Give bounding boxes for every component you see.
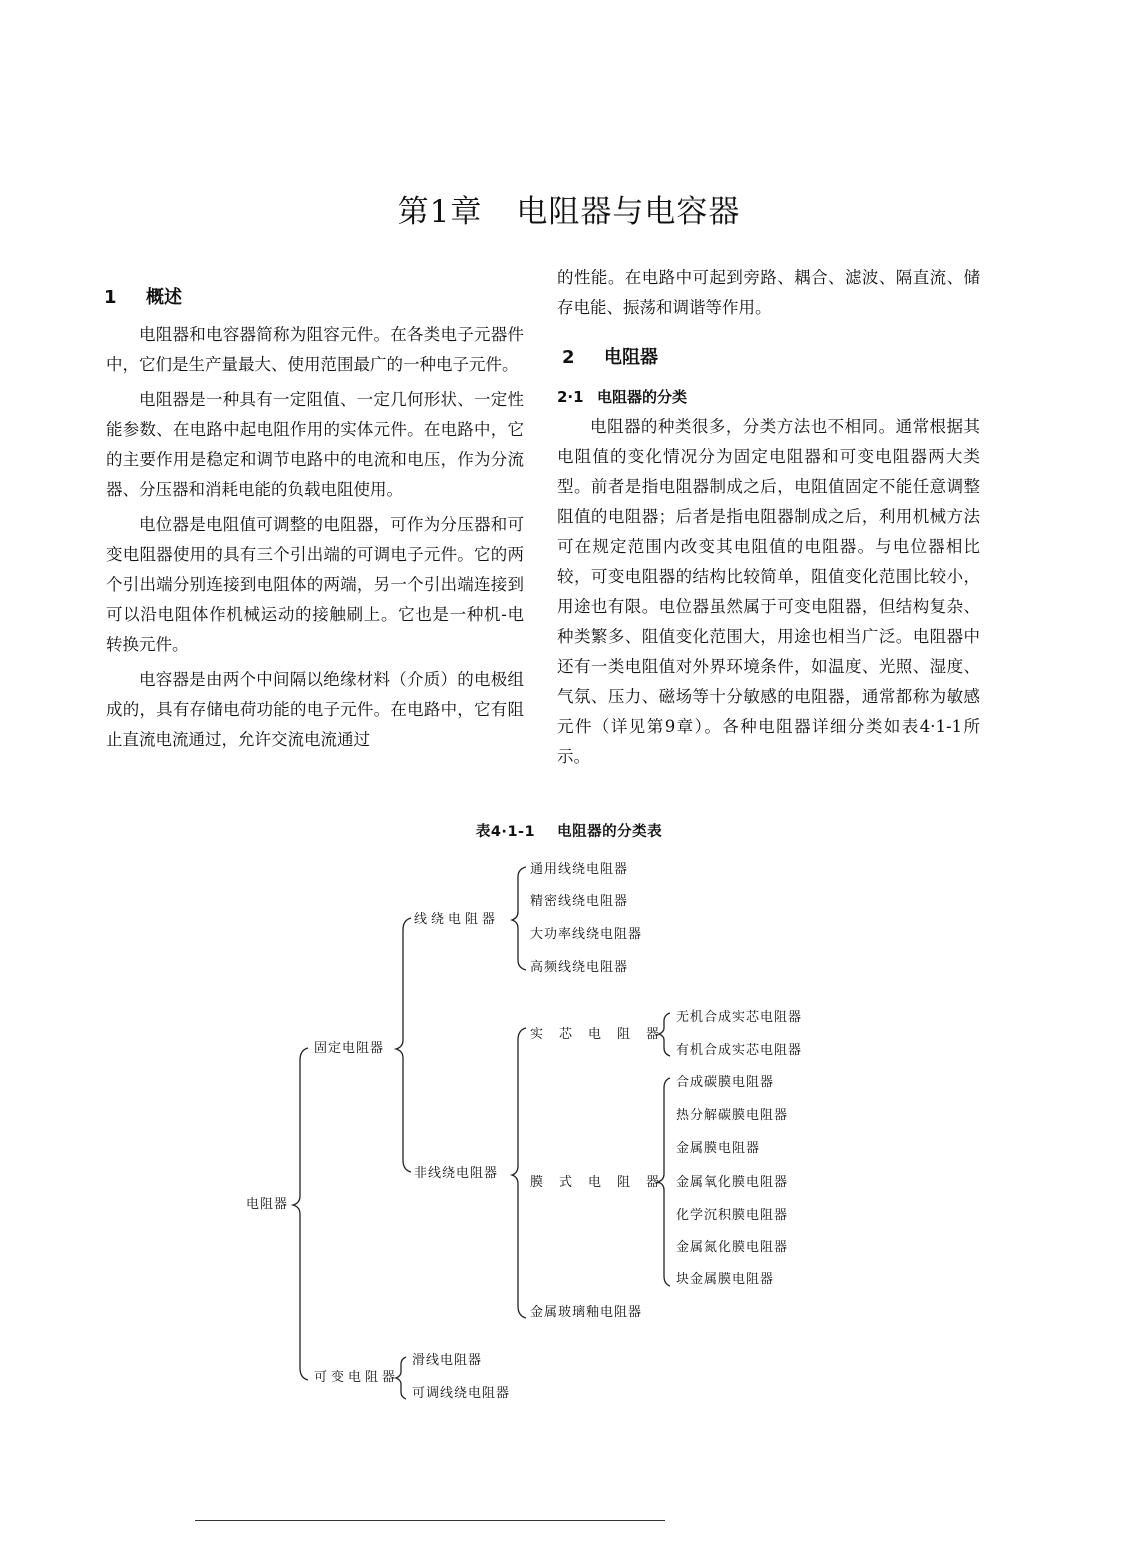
tree-leaf: 大功率线绕电阻器 bbox=[530, 927, 643, 942]
tree-leaf: 高频线绕电阻器 bbox=[530, 960, 629, 975]
tree-root: 电阻器 bbox=[246, 1197, 289, 1212]
tree-nonwirewound: 非线绕电阻器 bbox=[414, 1166, 499, 1181]
subsection-2-1-heading: 2·1 电阻器的分类 bbox=[557, 388, 688, 406]
tree-film: 膜式电阻器 bbox=[530, 1175, 676, 1190]
tree-solid: 实芯电阻器 bbox=[530, 1027, 676, 1042]
paragraph: 电位器是电阻值可调整的电阻器，可作为分压器和可变电阻器使用的具有三个引出端的可调电子元件。它的两个引出端分别连接到电阻体的两端，另一个引出端连接到可以沿电阻体作机械运动的接触刷上。它也是一种机-电转换元件。 bbox=[106, 515, 524, 654]
tree-wirewound: 线绕电阻器 bbox=[414, 912, 500, 927]
paragraph-continuation: 的性能。在电路中可起到旁路、耦合、滤波、隔直流、储存电能、振荡和调谐等作用。 bbox=[557, 268, 980, 317]
tree-leaf: 金属膜电阻器 bbox=[676, 1141, 761, 1156]
paragraph: 电阻器和电容器简称为阻容元件。在各类电子元器件中，它们是生产量最大、使用范围最广的一种电子元件。 bbox=[106, 325, 524, 374]
tree-leaf: 无机合成实芯电阻器 bbox=[676, 1010, 803, 1025]
paragraph: 电阻器是一种具有一定阻值、一定几何形状、一定性能参数、在电路中起电阻作用的实体元件。在电路中，它的主要作用是稳定和调节电路中的电流和电压，作为分流器、分压器和消耗电能的负载电阻使用。 bbox=[106, 390, 524, 499]
tree-leaf: 通用线绕电阻器 bbox=[530, 862, 629, 877]
tree-leaf: 化学沉积膜电阻器 bbox=[676, 1208, 789, 1223]
tree-glass-glaze: 金属玻璃釉电阻器 bbox=[530, 1305, 643, 1320]
section-1-heading: 1 概述 bbox=[104, 287, 182, 308]
paragraph: 电阻器的种类很多，分类方法也不相同。通常根据其电阻值的变化情况分为固定电阻器和可变电阻器两大类型。前者是指电阻器制成之后，电阻值固定不能任意调整阻值的电阻器；后者是指电阻器制成之后，利用机械方法可在规定范围内改变其电阻值的电阻器。与电位器相比较，可变电阻器的结构比较简单，阻值变化范围比较小，用途也有限。电位器虽然属于可变电阻器，但结构复杂、种类繁多、阻值变化范围大，用途也相当广泛。电阻器中还有一类电阻值对外界环境条件，如温度、光照、湿度、气氛、压力、磁场等十分敏感的电阻器，通常都称为敏感元件（详见第9章）。各种电阻器详细分类如表4·1-1所示。 bbox=[557, 417, 980, 766]
tree-leaf: 金属氮化膜电阻器 bbox=[676, 1240, 789, 1255]
tree-fixed-resistor: 固定电阻器 bbox=[314, 1041, 385, 1056]
paragraph: 电容器是由两个中间隔以绝缘材料（介质）的电极组成的，具有存储电荷功能的电子元件。在电路中，它有阻止直流电流通过，允许交流电流通过 bbox=[106, 670, 524, 749]
tree-leaf: 块金属膜电阻器 bbox=[676, 1272, 775, 1287]
tree-leaf: 可调线绕电阻器 bbox=[412, 1386, 511, 1401]
section-2-heading: 2 电阻器 bbox=[562, 347, 658, 368]
tree-leaf: 滑线电阻器 bbox=[412, 1353, 483, 1368]
table-number: 表4·1-1 bbox=[475, 824, 536, 840]
table-title: 电阻器的分类表 bbox=[557, 824, 663, 840]
chapter-name: 电阻器与电容器 bbox=[516, 194, 741, 230]
tree-leaf: 精密线绕电阻器 bbox=[530, 894, 629, 909]
tree-leaf: 有机合成实芯电阻器 bbox=[676, 1043, 803, 1058]
tree-leaf: 热分解碳膜电阻器 bbox=[676, 1108, 789, 1123]
footer-rule bbox=[195, 1520, 665, 1521]
tree-variable-resistor: 可变电阻器 bbox=[314, 1370, 400, 1385]
tree-leaf: 合成碳膜电阻器 bbox=[676, 1075, 775, 1090]
chapter-number: 第1章 bbox=[397, 194, 483, 230]
tree-leaf: 金属氧化膜电阻器 bbox=[676, 1175, 789, 1190]
